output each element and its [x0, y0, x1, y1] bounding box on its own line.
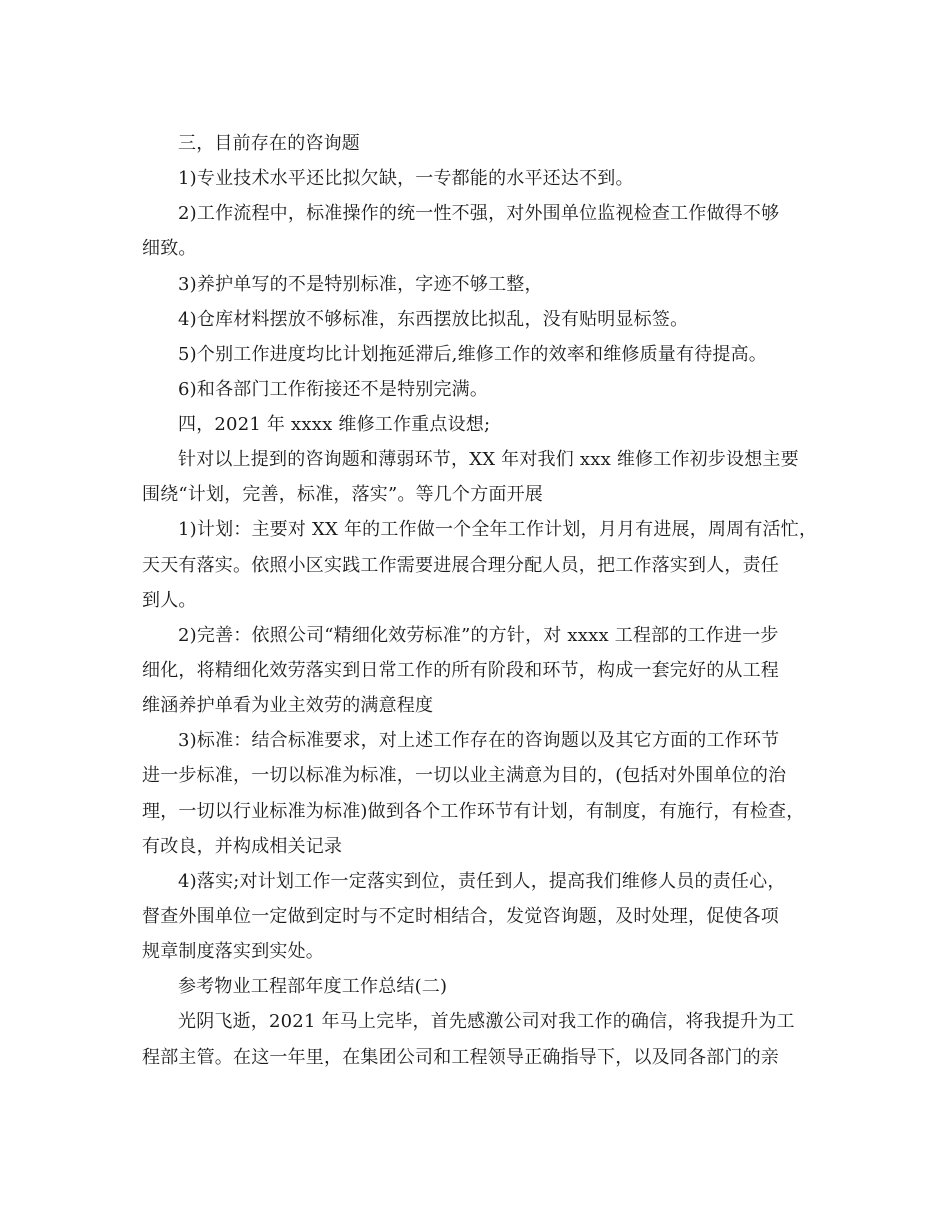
heading-current-issues: 三，目前存在的咨询题 [178, 133, 360, 154]
paragraph-line: 2)工作流程中，标准操作的统一性不强，对外围单位监视检查工作做得不够 [178, 203, 780, 224]
paragraph-line: 到人。 [142, 590, 197, 611]
paragraph-line: 1)计划：主要对 XX 年的工作做一个全年工作计划，月月有进展，周周有活忙， [178, 519, 818, 540]
heading-work-plan: 四，2021 年 xxxx 维修工作重点设想; [178, 414, 491, 435]
paragraph-line: 1)专业技术水平还比拟欠缺，一专都能的水平还达不到。 [178, 168, 634, 189]
paragraph-line: 围绕“计划，完善，标准，落实”。等几个方面开展 [142, 484, 544, 505]
paragraph-line: 4)仓库材料摆放不够标准，东西摆放比拟乱，没有贴明显标签。 [178, 309, 689, 330]
paragraph-line: 细致。 [142, 238, 197, 259]
paragraph-line: 维涵养护单看为业主效劳的满意程度 [142, 695, 434, 716]
paragraph-line: 理，一切以行业标准为标准)做到各个工作环节有计划，有制度，有施行，有检查， [142, 801, 805, 822]
paragraph-line: 光阴飞逝，2021 年马上完毕，首先感激公司对我工作的确信，将我提升为工 [178, 1011, 795, 1032]
paragraph-line: 3)养护单写的不是特别标准，字迹不够工整， [178, 274, 543, 295]
paragraph-line: 有改良，并构成相关记录 [142, 836, 343, 857]
section-title-summary-two: 参考物业工程部年度工作总结(二) [178, 976, 448, 997]
paragraph-line: 4)落实;对计划工作一定落实到位，责任到人，提高我们维修人员的责任心， [178, 871, 786, 892]
paragraph-line: 5)个别工作进度均比计划拖延滞后,维修工作的效率和维修质量有待提高。 [178, 344, 767, 365]
paragraph-line: 天天有落实。依照小区实践工作需要进展合理分配人员，把工作落实到人，责任 [142, 555, 779, 576]
paragraph-line: 细化，将精细化效劳落实到日常工作的所有阶段和环节，构成一套完好的从工程 [142, 660, 779, 681]
paragraph-line: 进一步标准，一切以标准为标准，一切以业主满意为目的，(包括对外围单位的治 [142, 765, 787, 786]
paragraph-line: 6)和各部门工作衔接还不是特别完满。 [178, 379, 489, 400]
paragraph-line: 程部主管。在这一年里，在集团公司和工程领导正确指导下，以及同各部门的亲 [142, 1047, 779, 1068]
paragraph-line: 规章制度落实到实处。 [142, 941, 324, 962]
paragraph-line: 督查外围单位一定做到定时与不定时相结合，发觉咨询题，及时处理，促使各项 [142, 906, 779, 927]
paragraph-line: 针对以上提到的咨询题和薄弱环节，XX 年对我们 xxx 维修工作初步设想主要 [178, 449, 799, 470]
paragraph-line: 3)标准：结合标准要求，对上述工作存在的咨询题以及其它方面的工作环节 [178, 730, 780, 751]
paragraph-line: 2)完善：依照公司“精细化效劳标准”的方针，对 xxxx 工程部的工作进一步 [178, 625, 779, 646]
